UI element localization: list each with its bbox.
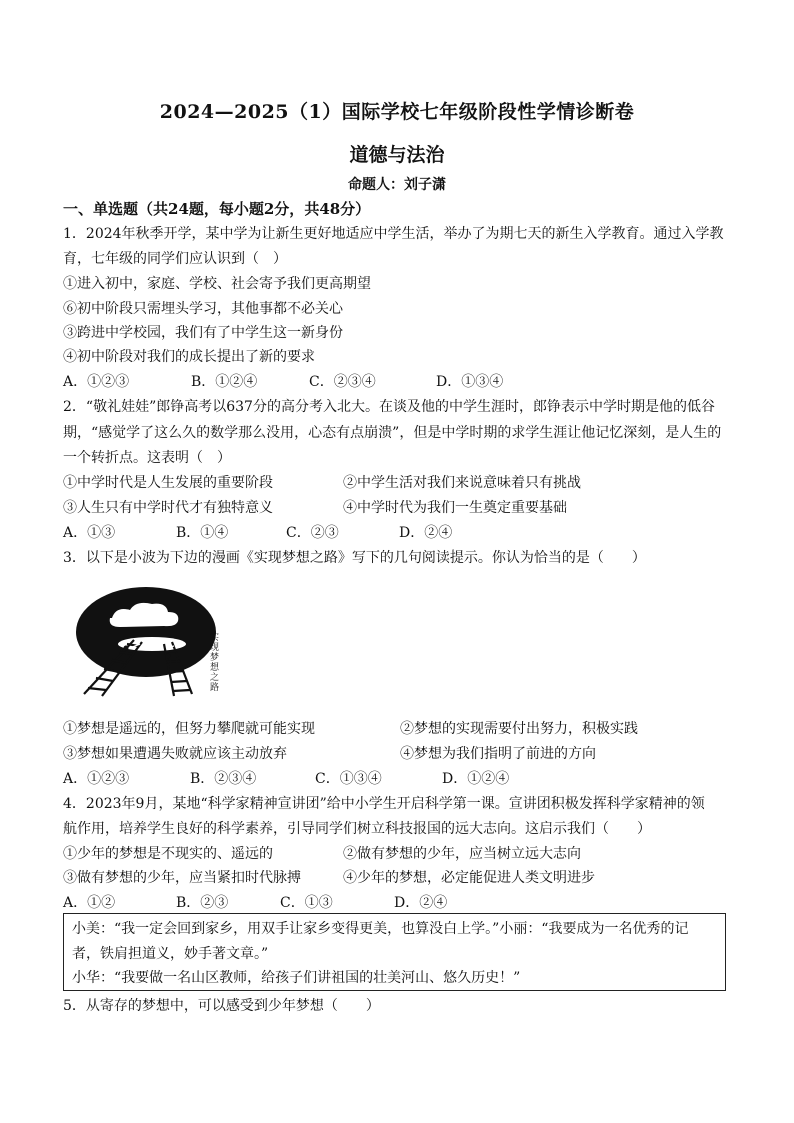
q2-stem-line2: 期，“感觉学了这么久的数学那么没用，心态有点崩溃”，但是中学时期的求学生涯让他记忆深刻，是人生的 [63,425,722,441]
q1-option-1: ①进入初中，家庭、学校、社会寄予我们更高期望 [63,276,371,292]
q1-option-4: ④初中阶段对我们的成长提出了新的要求 [63,349,315,365]
material-box [63,913,726,991]
q3-option-2: ②梦想的实现需要付出努力，积极实践 [400,721,638,737]
q4-option-3: ③做有梦想的少年，应当紧扣时代脉搏 [63,870,301,886]
q1-choice-c[interactable]: C．②③④ [309,374,376,390]
section-heading: 一、单选题（共24题，每小题2分，共48分） [63,200,371,218]
q2-stem-line3: 一个转折点。这表明（ ） [63,450,231,466]
subject-title: 道德与法治 [349,144,445,166]
q1-stem-line1: 1．2024年秋季开学，某中学为让新生更好地适应中学生活，举办了为期七天的新生入学教育。通过入学教 [63,226,724,242]
q4-option-1: ①少年的梦想是不现实的、遥远的 [63,846,273,862]
q4-option-2: ②做有梦想的少年，应当树立远大志向 [343,846,581,862]
material-line1: 小美：“我一定会回到家乡，用双手让家乡变得更美，也算没白上学。”小丽：“我要成为一名优秀的记 [72,921,689,937]
q2-choice-d[interactable]: D．②④ [399,525,453,541]
material-line3: 小华：“我要做一名山区教师，给孩子们讲祖国的壮美河山、悠久历史！” [72,970,521,986]
q2-option-3: ③人生只有中学时代才有独特意义 [63,500,273,516]
exam-title: 2024—2025（1）国际学校七年级阶段性学情诊断卷 [159,101,635,123]
dream-road-cartoon [64,582,224,700]
q2-option-4: ④中学时代为我们一生奠定重要基础 [343,500,567,516]
q3-option-1: ①梦想是遥远的，但努力攀爬就可能实现 [63,721,315,737]
q2-choice-a[interactable]: A．①③ [63,525,116,541]
q3-choice-b[interactable]: B．②③④ [190,771,257,787]
q4-stem-line1: 4．2023年9月，某地“科学家精神宣讲团”给中小学生开启科学第一课。宣讲团积极发挥科学家精神的领 [63,796,705,812]
q2-choice-c[interactable]: C．②③ [286,525,339,541]
q1-option-2: ⑥初中阶段只需埋头学习，其他事都不必关心 [63,301,343,317]
q2-option-2: ②中学生活对我们来说意味着只有挑战 [343,475,581,491]
cartoon-caption: 实 现 梦 想 之 路 [210,633,220,693]
q4-stem-line2: 航作用，培养学生良好的科学素养，引导同学们树立科技报国的远大志向。这启示我们（ ） [63,821,651,837]
q4-choice-d[interactable]: D．②④ [394,895,448,911]
q1-choice-a[interactable]: A．①②③ [63,374,130,390]
q3-choice-d[interactable]: D．①②④ [442,771,510,787]
q4-choice-a[interactable]: A．①② [63,895,116,911]
q3-choice-c[interactable]: C．①③④ [315,771,382,787]
q1-stem-line2: 育，七年级的同学们应认识到（ ） [63,251,287,267]
q5-stem: 5．从寄存的梦想中，可以感受到少年梦想（ ） [63,998,380,1014]
q3-stem: 3．以下是小波为下边的漫画《实现梦想之路》写下的几句阅读提示。你认为恰当的是（ ） [63,550,646,566]
q2-choice-b[interactable]: B．①④ [176,525,229,541]
q3-option-3: ③梦想如果遭遇失败就应该主动放弃 [63,746,287,762]
q3-option-4: ④梦想为我们指明了前进的方向 [400,746,596,762]
q4-choice-b[interactable]: B．②③ [176,895,229,911]
q1-option-3: ③跨进中学校园，我们有了中学生这一新身份 [63,325,343,341]
material-line2: 者，铁肩担道义，妙手著文章。” [72,946,269,962]
q3-choice-a[interactable]: A．①②③ [63,771,130,787]
q1-choice-b[interactable]: B．①②④ [191,374,258,390]
q2-option-1: ①中学时代是人生发展的重要阶段 [63,475,273,491]
q4-option-4: ④少年的梦想，必定能促进人类文明进步 [343,870,595,886]
q1-choice-d[interactable]: D．①③④ [436,374,504,390]
q4-choice-c[interactable]: C．①③ [280,895,333,911]
author-line: 命题人：刘子潇 [348,177,446,193]
q2-stem-line1: 2．“敬礼娃娃”郎铮高考以637分的高分考入北大。在谈及他的中学生涯时，郎铮表示中学时期是他的低谷 [63,399,715,415]
